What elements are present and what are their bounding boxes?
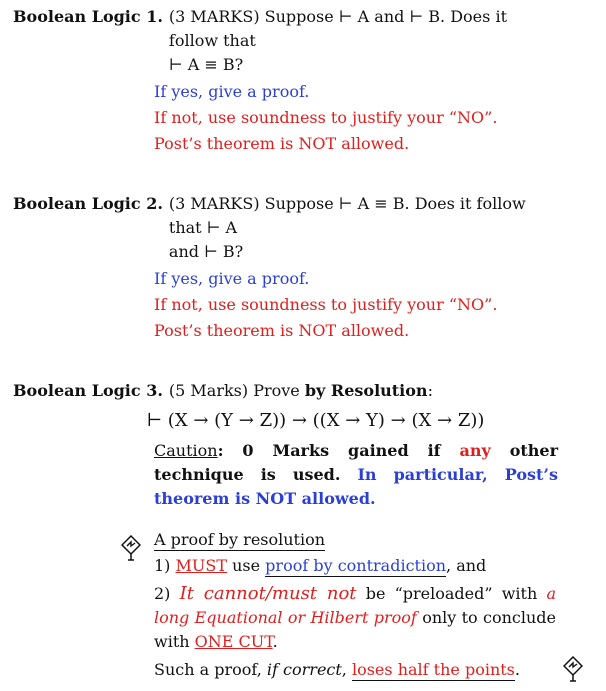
- question-2-post-note: Post’s theorem is NOT allowed.: [154, 321, 410, 340]
- question-2-prompt: [169, 192, 558, 264]
- question-2-if-not: If not, use soundness to justify your “NO”.: [154, 295, 498, 314]
- question-3: [13, 379, 558, 511]
- note-2-end: only to conclude with: [154, 608, 556, 651]
- note-2-dot: .: [272, 632, 278, 651]
- note-2-pre: 2): [154, 584, 180, 603]
- question-2-label: Boolean Logic 2.: [13, 194, 163, 213]
- note-2-red-2: a long Equational or Hilbert proof: [154, 584, 556, 627]
- note-item-1: [154, 554, 556, 578]
- note-title: A proof by resolution: [154, 530, 326, 549]
- question-3-prompt-bold: by Resolution: [304, 381, 428, 400]
- question-3-prompt: [169, 379, 558, 403]
- question-1-prompt-b: ⊢ A ≡ B?: [168, 55, 244, 74]
- caution-blue: In particular, Post’s theorem is NOT allowed.: [154, 465, 558, 508]
- note-1-must: MUST: [175, 556, 228, 575]
- note-item-2: [154, 582, 556, 654]
- note-2-one-cut: ONE CUT: [194, 632, 273, 651]
- caution-word: Caution: [154, 441, 218, 460]
- question-1-prompt-a: (3 MARKS) Suppose ⊢ A and ⊢ B. Does it follow that: [168, 7, 507, 50]
- question-1-post-note: Post’s theorem is NOT allowed.: [154, 134, 410, 153]
- note-item-3: [154, 658, 556, 682]
- note-3-pre: Such a proof,: [154, 660, 267, 679]
- question-1: [13, 5, 558, 156]
- question-1-prompt: [169, 5, 558, 77]
- caution-rest-2: other technique is used.: [154, 441, 558, 484]
- question-3-prompt-pre: (5 Marks) Prove: [168, 381, 305, 400]
- note-1-pre: 1): [154, 556, 176, 575]
- note-1-link: proof by contradiction: [265, 556, 447, 575]
- question-2-if-yes: If yes, give a proof.: [154, 269, 310, 288]
- note-title-line: [154, 528, 556, 552]
- note-3-red: loses half the points: [351, 660, 515, 679]
- resolution-note: [154, 528, 556, 682]
- dangerous-bend-icon-end: [563, 656, 583, 682]
- question-3-label: Boolean Logic 3.: [13, 381, 163, 400]
- question-1-if-yes: If yes, give a proof.: [154, 82, 310, 101]
- question-2-prompt-b: and ⊢ B?: [168, 242, 244, 261]
- question-1-label: Boolean Logic 1.: [13, 7, 163, 26]
- note-2-mid: be “preloaded” with: [356, 584, 547, 603]
- question-3-caution: [154, 439, 558, 511]
- note-3-mid: ,: [341, 660, 352, 679]
- note-2-red: It cannot/must not: [179, 583, 357, 604]
- question-1-if-not: If not, use soundness to justify your “NO”.: [154, 108, 498, 127]
- caution-rest-1: : 0 Marks gained if: [217, 441, 460, 460]
- dangerous-bend-icon: [121, 535, 141, 561]
- note-3-end: .: [514, 660, 520, 679]
- question-3-prompt-post: :: [427, 381, 433, 400]
- question-2-prompt-a: (3 MARKS) Suppose ⊢ A ≡ B. Does it follow that ⊢ A: [168, 194, 526, 237]
- note-1-mid: use: [227, 556, 266, 575]
- note-1-end: , and: [446, 556, 487, 575]
- question-3-formula: ⊢ (X → (Y → Z)) → ((X → Y) → (X → Z)): [146, 410, 485, 431]
- caution-any: any: [459, 441, 491, 460]
- question-2: [13, 192, 558, 343]
- note-3-italic: if correct: [266, 660, 342, 679]
